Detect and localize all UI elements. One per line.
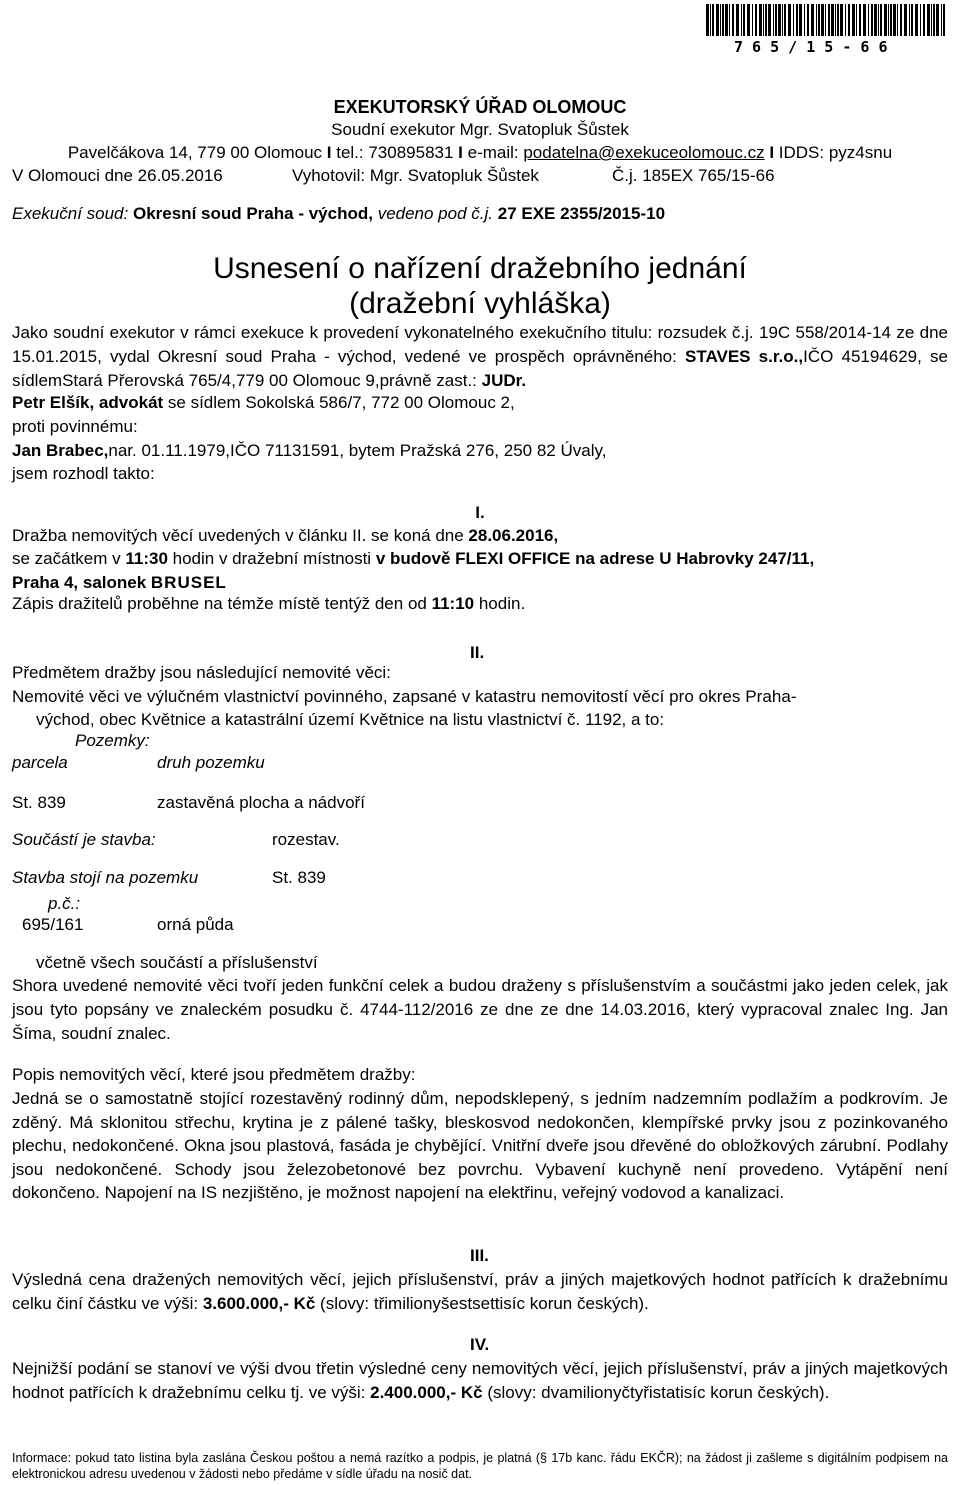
creditor-name: STAVES s.r.o., <box>685 347 804 366</box>
document-title: Usnesení o nařízení dražebního jednání <box>213 252 747 285</box>
registration-time: 11:10 <box>431 594 475 613</box>
barcode-bar <box>900 4 902 36</box>
section-4-number: IV. <box>470 1335 490 1354</box>
barcode-bar <box>778 4 781 36</box>
barcode-bar <box>941 4 942 36</box>
expert-report-paragraph: Shora uvedené nemovité věci tvoří jeden funkční celek a budou draženy s příslušenstvím a součástmi jako jeden celek, jak jsou tyto popsány ve znaleckém posudku č. 4744-112/2016 ze dne ze dne 14.03.2016, který vypracoval znalec Ing. Jan Šíma, soudní znalec. <box>12 976 948 1043</box>
barcode-bar <box>747 4 750 36</box>
plots-heading: Pozemky: <box>75 731 150 750</box>
auction-date: 28.06.2016, <box>468 526 559 545</box>
barcode-bar <box>743 4 745 36</box>
description-heading: Popis nemovitých věcí, které jsou předmětem dražby: <box>12 1065 416 1084</box>
barcode-bar <box>816 4 817 36</box>
contact-line <box>0 143 960 163</box>
court-name: Okresní soud Praha - východ, <box>132 204 373 223</box>
email-label: e-mail: <box>467 143 524 162</box>
section-3-number: III. <box>470 1246 489 1265</box>
intro-text: Jako soudní exekutor v rámci exekuce k provedení vykonatelného exekučního titulu: rozsudek č.j. 19C 558/2014-14 ze dne 15.01.2015, vydal Okresní soud Praha - východ, vedené ve prospěch oprávněného: <box>12 323 948 366</box>
barcode-bar <box>933 4 935 36</box>
lawyer-title: JUDr. <box>481 371 527 390</box>
separator: I <box>764 143 779 162</box>
barcode-bar <box>768 4 771 36</box>
parcel-1-number: St. 839 <box>12 793 66 812</box>
auction-room-line <box>12 573 227 593</box>
barcode-bar <box>943 4 945 36</box>
data-box-id: IDDS: pyz4snu <box>778 143 893 162</box>
barcode-bar <box>936 4 939 36</box>
barcode-bar <box>880 4 882 36</box>
barcode-bar <box>736 4 739 36</box>
barcode-bar <box>788 4 791 36</box>
room-text: hodin v dražební místnosti <box>167 549 376 568</box>
barcode-bar <box>837 4 839 36</box>
auction-place-line <box>12 549 814 569</box>
barcode <box>706 4 950 36</box>
barcode-bar <box>893 4 896 36</box>
barcode-bar <box>878 4 879 36</box>
email-link[interactable]: podatelna@exekuceolomouc.cz <box>523 143 765 162</box>
barcode-bar <box>782 4 783 36</box>
lawyer-name: Petr Elšík, advokát <box>12 393 164 412</box>
registration-text: Zápis dražitelů proběhne na témže místě tentýž den od <box>12 594 432 613</box>
barcode-bar <box>732 4 734 36</box>
footer-note: Informace: pokud tato listina byla zaslána Českou poštou a nemá razítko a podpis, je platná (§ 17b kanc. řádu EKČR); na žádost ji zašleme s digitálním podpisem na elektronickou adresu uvedenou v žádosti nebo předáme v sídle úřadu na nosič dat. <box>12 1451 948 1481</box>
document-subtitle: (dražební vyhláška) <box>349 287 611 320</box>
barcode-bar <box>888 4 889 36</box>
address: Pavelčákova 14, 779 00 Olomouc <box>67 143 323 162</box>
barcode-bar <box>863 4 866 36</box>
column-land-type: druh pozemku <box>157 753 265 772</box>
barcode-bar <box>799 4 802 36</box>
price-amount: 3.600.000,- Kč <box>202 1294 316 1313</box>
debtor-details: nar. 01.11.1979,IČO 71131591, bytem Pražská 276, 250 82 Úvaly, <box>108 441 607 460</box>
parcel-2-number: 695/161 <box>22 915 84 934</box>
barcode-bar <box>759 4 762 36</box>
section-2-number: II. <box>470 643 485 662</box>
decision-intro: jsem rozhodl takto: <box>12 464 155 483</box>
parcel-1-type: zastavěná plocha a nádvoří <box>157 793 365 812</box>
parcel-2-type: orná půda <box>157 915 234 934</box>
barcode-bar <box>784 4 786 36</box>
price-words: (slovy: třimilionyšestsettisíc korun českých). <box>315 1294 649 1313</box>
auction-date-line <box>12 526 558 546</box>
barcode-bar <box>915 4 918 36</box>
minimum-bid-amount: 2.400.000,- Kč <box>370 1383 483 1402</box>
court-label: Exekuční soud: <box>12 204 129 223</box>
barcode-bar <box>852 4 855 36</box>
court-line <box>12 204 665 224</box>
issue-date: V Olomouci dne 26.05.2016 <box>12 166 223 185</box>
barcode-bar <box>927 4 930 36</box>
barcode-bar <box>722 4 724 36</box>
barcode-bar <box>793 4 794 36</box>
barcode-bar <box>706 4 709 36</box>
property-condition-paragraph: Jedná se o samostatně stojící rozestavěný rodinný dům, nepodsklepený, s jedním nadzemním podlažím a podkrovím. Je zděný. Má sklonitou střechu, krytina je z pálené tašky, bleskosvod nedokončen, klempířské prvky jsou z pozinkovaného plechu, nedokončené. Okna jsou plastová, fasáda je chybějící. Vnitřní dveře jsou dřevěné do obložkových zárubní. Podlahy jsou nedokončené. Schody jsou železobetonové bez povrchu. Vybavení kuchyně není provedeno. Vytápění není dokončeno. Napojení na IS nezjištěno, je možnost napojení na elektřinu, veřejný vodovod a kanalizaci. <box>12 1089 948 1202</box>
property-description-2: východ, obec Květnice a katastrální území Květnice na listu vlastnictví č. 1192, a to: <box>36 710 665 729</box>
separator: I <box>322 143 337 162</box>
barcode-bar <box>765 4 767 36</box>
start-text: se začátkem v <box>12 549 126 568</box>
auction-venue: v budově FLEXI OFFICE na adrese U Habrovky 247/11, <box>375 549 815 568</box>
barcode-bar <box>811 4 814 36</box>
barcode-bar <box>884 4 887 36</box>
room-name: BRUSEL <box>150 573 227 592</box>
start-time: 11:30 <box>125 549 168 568</box>
subject-heading: Předmětem dražby jsou následující nemovité věci: <box>12 663 391 682</box>
barcode-bar <box>911 4 913 36</box>
barcode-bar <box>897 4 898 36</box>
barcode-bar <box>710 4 711 36</box>
barcode-text: 7 6 5 / 1 5 - 6 6 <box>734 38 888 56</box>
registration-line <box>12 594 525 614</box>
barcode-bar <box>931 4 932 36</box>
barcode-bar <box>755 4 757 36</box>
lawyer-line <box>12 393 515 413</box>
barcode-bar <box>845 4 846 36</box>
creditor-details: IČO 45194629, se sídlemStará Přerovská 765/4,779 00 Olomouc 9,právně zast.: <box>12 347 948 390</box>
against-label: proti povinnému: <box>12 417 138 436</box>
barcode-bar <box>923 4 925 36</box>
barcode-bar <box>859 4 861 36</box>
barcode-bar <box>909 4 910 36</box>
barcode-bar <box>904 4 907 36</box>
barcode-bar <box>804 4 805 36</box>
barcode-bar <box>720 4 721 36</box>
barcode-bar <box>763 4 764 36</box>
building-value: rozestav. <box>272 830 340 849</box>
including-line: včetně všech součástí a příslušenství <box>36 953 318 972</box>
barcode-bar <box>775 4 777 36</box>
barcode-bar <box>825 4 826 36</box>
telephone: tel.: 730895831 <box>336 143 454 162</box>
stands-on-value: St. 839 <box>272 868 326 887</box>
barcode-bar <box>773 4 774 36</box>
parcel-number-label: p.č.: <box>48 894 81 913</box>
barcode-bar <box>741 4 742 36</box>
barcode-bar <box>712 4 714 36</box>
court-case-number: 27 EXE 2355/2015-10 <box>497 204 666 223</box>
stands-on-label: Stavba stojí na pozemku <box>12 868 199 887</box>
barcode-bar <box>725 4 728 36</box>
issued-by: Vyhotovil: Mgr. Svatopluk Šůstek <box>292 166 539 185</box>
reference-number: Č.j. 185EX 765/15-66 <box>612 166 775 185</box>
debtor-name: Jan Brabec, <box>12 441 109 460</box>
barcode-bar <box>871 4 873 36</box>
barcode-bar <box>835 4 836 36</box>
lawyer-address: se sídlem Sokolská 586/7, 772 00 Olomouc 2, <box>163 393 515 412</box>
minimum-bid-paragraph <box>12 1357 948 1405</box>
barcode-bar <box>821 4 824 36</box>
price-text: Výsledná cena dražených nemovitých věcí, jejich příslušenství, práv a jiných majetkových hodnot patřících k dražebnímu celku činí částku ve výši: <box>12 1270 948 1313</box>
barcode-bar <box>729 4 730 36</box>
debtor-line <box>12 441 606 461</box>
registration-suffix: hodin. <box>474 594 526 613</box>
barcode-bar <box>828 4 830 36</box>
section-1-number: I. <box>475 503 485 522</box>
barcode-bar <box>848 4 850 36</box>
barcode-bar <box>920 4 921 36</box>
barcode-bar <box>840 4 843 36</box>
intro-paragraph <box>12 321 948 393</box>
column-parcel: parcela <box>12 753 68 772</box>
barcode-bar <box>868 4 869 36</box>
barcode-bar <box>752 4 753 36</box>
executor-name: Soudní exekutor Mgr. Svatopluk Šůstek <box>331 120 629 139</box>
minimum-bid-words: (slovy: dvamilionyčtyřistatisíc korun českých). <box>482 1383 830 1402</box>
barcode-bar <box>818 4 820 36</box>
minimum-bid-text: Nejnižší podání se stanoví ve výši dvou třetin výsledné ceny nemovitých věcí, jejich příslušenství, práv a jiných majetkových hodnot patřících k dražebnímu celku tj. ve výši: <box>12 1359 948 1402</box>
barcode-bar <box>890 4 892 36</box>
building-label: Součástí je stavba: <box>12 830 156 849</box>
barcode-bar <box>807 4 809 36</box>
barcode-bar <box>856 4 857 36</box>
office-name: EXEKUTORSKÝ ÚŘAD OLOMOUC <box>333 97 627 117</box>
court-ref-label: vedeno pod č.j. <box>377 204 493 223</box>
venue-city: Praha 4, salonek <box>12 573 151 592</box>
barcode-bar <box>874 4 877 36</box>
price-paragraph <box>12 1268 948 1316</box>
property-description-1: Nemovité věci ve výlučném vlastnictví povinného, zapsané v katastru nemovitostí věcí pro okres Praha- <box>12 687 797 706</box>
barcode-bar <box>716 4 719 36</box>
separator: I <box>453 143 468 162</box>
auction-date-text: Dražba nemovitých věcí uvedených v článku II. se koná dne <box>12 526 469 545</box>
barcode-bar <box>831 4 834 36</box>
barcode-bar <box>796 4 798 36</box>
